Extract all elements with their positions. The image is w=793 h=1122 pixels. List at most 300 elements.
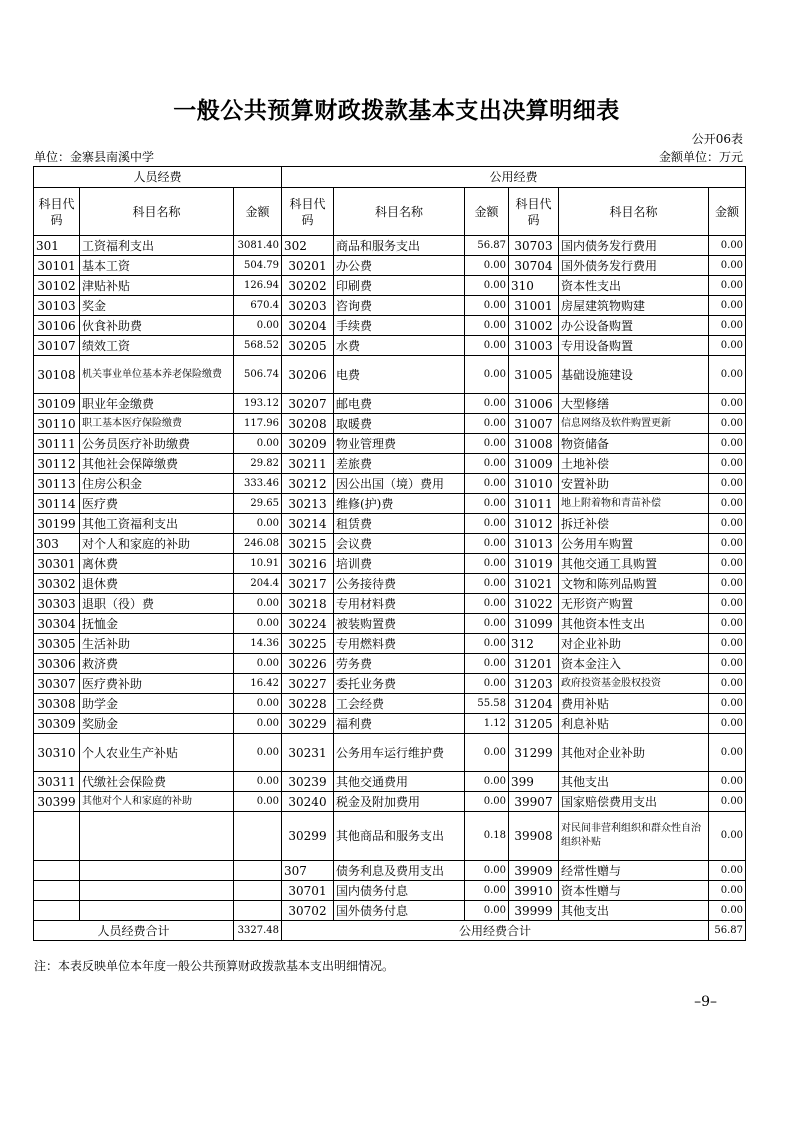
capital-amount-cell: 0.00 (709, 574, 746, 594)
capital-name-cell: 其他支出 (559, 901, 709, 921)
table-row (34, 714, 746, 734)
capital-name-cell: 经常性赠与 (559, 861, 709, 881)
public-amount-cell: 0.00 (465, 454, 509, 474)
col-header-name: 科目名称 (80, 188, 234, 236)
personnel-name-cell: 抚恤金 (80, 614, 234, 634)
capital-code-cell: 31002 (509, 316, 559, 336)
personnel-name-cell: 公务员医疗补助缴费 (80, 434, 234, 454)
table-row (34, 654, 746, 674)
capital-code-cell: 312 (509, 634, 559, 654)
table-row (34, 434, 746, 454)
public-name-cell: 咨询费 (334, 296, 465, 316)
capital-code-cell: 30704 (509, 256, 559, 276)
table-row (34, 594, 746, 614)
personnel-amount-cell (234, 881, 282, 901)
capital-amount-cell: 0.00 (709, 534, 746, 554)
personnel-amount-cell: 0.00 (234, 614, 282, 634)
capital-amount-cell: 0.00 (709, 792, 746, 812)
personnel-code-cell: 30110 (34, 414, 80, 434)
public-amount-cell: 0.00 (465, 901, 509, 921)
table-row (34, 772, 746, 792)
capital-code-cell: 31010 (509, 474, 559, 494)
col-header-name: 科目名称 (334, 188, 465, 236)
capital-code-cell: 39999 (509, 901, 559, 921)
personnel-name-cell: 助学金 (80, 694, 234, 714)
capital-name-cell: 公务用车购置 (559, 534, 709, 554)
public-amount-cell: 0.00 (465, 394, 509, 414)
public-name-cell: 差旅费 (334, 454, 465, 474)
table-row (34, 574, 746, 594)
public-name-cell: 电费 (334, 356, 465, 394)
capital-code-cell: 31003 (509, 336, 559, 356)
public-amount-cell: 0.00 (465, 861, 509, 881)
public-code-cell: 30207 (282, 394, 334, 414)
public-name-cell: 国外债务付息 (334, 901, 465, 921)
capital-amount-cell: 0.00 (709, 474, 746, 494)
capital-code-cell: 31299 (509, 734, 559, 772)
public-amount-cell: 0.18 (465, 812, 509, 861)
capital-code-cell: 31099 (509, 614, 559, 634)
expenditure-table (33, 166, 746, 941)
col-header-amount: 金额 (465, 188, 509, 236)
personnel-code-cell: 30305 (34, 634, 80, 654)
table-row (34, 276, 746, 296)
capital-name-cell: 资本金注入 (559, 654, 709, 674)
personnel-amount-cell: 29.82 (234, 454, 282, 474)
capital-name-cell: 费用补贴 (559, 694, 709, 714)
personnel-code-cell: 30311 (34, 772, 80, 792)
capital-name-cell: 利息补贴 (559, 714, 709, 734)
amount-unit: 金额单位：万元 (658, 150, 743, 164)
public-name-cell: 工会经费 (334, 694, 465, 714)
table-row (34, 634, 746, 654)
public-code-cell: 30218 (282, 594, 334, 614)
personnel-amount-cell: 14.36 (234, 634, 282, 654)
public-amount-cell: 0.00 (465, 336, 509, 356)
capital-code-cell: 31203 (509, 674, 559, 694)
capital-code-cell: 31009 (509, 454, 559, 474)
capital-amount-cell: 0.00 (709, 514, 746, 534)
public-name-cell: 其他交通费用 (334, 772, 465, 792)
capital-amount-cell: 0.00 (709, 714, 746, 734)
public-code-cell: 30206 (282, 356, 334, 394)
personnel-code-cell: 30199 (34, 514, 80, 534)
personnel-total-amount: 3327.48 (234, 921, 282, 941)
public-code-cell: 30208 (282, 414, 334, 434)
personnel-code-cell: 30310 (34, 734, 80, 772)
personnel-name-cell: 伙食补助费 (80, 316, 234, 336)
public-name-cell: 国内债务付息 (334, 881, 465, 901)
public-code-cell: 30239 (282, 772, 334, 792)
personnel-name-cell: 其他对个人和家庭的补助 (80, 792, 234, 812)
capital-name-cell: 拆迁补偿 (559, 514, 709, 534)
public-name-cell: 劳务费 (334, 654, 465, 674)
personnel-name-cell: 其他工资福利支出 (80, 514, 234, 534)
capital-name-cell: 其他对企业补助 (559, 734, 709, 772)
capital-amount-cell: 0.00 (709, 734, 746, 772)
public-name-cell: 因公出国（境）费用 (334, 474, 465, 494)
table-row (34, 296, 746, 316)
capital-amount-cell: 0.00 (709, 356, 746, 394)
capital-amount-cell: 0.00 (709, 901, 746, 921)
public-amount-cell: 0.00 (465, 554, 509, 574)
personnel-name-cell: 机关事业单位基本养老保险缴费 (80, 356, 234, 394)
personnel-code-cell: 30102 (34, 276, 80, 296)
public-code-cell: 30702 (282, 901, 334, 921)
header-row-groups (34, 167, 746, 188)
public-amount-cell: 0.00 (465, 674, 509, 694)
table-row (34, 336, 746, 356)
col-header-amount: 金额 (234, 188, 282, 236)
personnel-name-cell: 医疗费 (80, 494, 234, 514)
col-header-code: 科目代码 (509, 188, 559, 236)
personnel-amount-cell: 333.46 (234, 474, 282, 494)
table-row (34, 861, 746, 881)
capital-code-cell: 31205 (509, 714, 559, 734)
col-header-code: 科目代码 (282, 188, 334, 236)
table-row (34, 614, 746, 634)
personnel-code-cell: 30101 (34, 256, 80, 276)
public-name-cell: 培训费 (334, 554, 465, 574)
personnel-name-cell: 救济费 (80, 654, 234, 674)
personnel-name-cell (80, 901, 234, 921)
personnel-name-cell: 奖励金 (80, 714, 234, 734)
capital-amount-cell: 0.00 (709, 674, 746, 694)
capital-amount-cell: 0.00 (709, 256, 746, 276)
public-name-cell: 取暖费 (334, 414, 465, 434)
table-row (34, 901, 746, 921)
public-name-cell: 其他商品和服务支出 (334, 812, 465, 861)
col-header-amount: 金额 (709, 188, 746, 236)
public-name-cell: 办公费 (334, 256, 465, 276)
personnel-total-label: 人员经费合计 (34, 921, 234, 941)
capital-amount-cell: 0.00 (709, 414, 746, 434)
personnel-code-cell: 30307 (34, 674, 80, 694)
public-amount-cell: 0.00 (465, 654, 509, 674)
capital-amount-cell: 0.00 (709, 634, 746, 654)
personnel-code-cell: 301 (34, 236, 80, 256)
capital-amount-cell: 0.00 (709, 594, 746, 614)
capital-code-cell: 31005 (509, 356, 559, 394)
table-row (34, 256, 746, 276)
capital-name-cell: 土地补偿 (559, 454, 709, 474)
personnel-amount-cell: 246.08 (234, 534, 282, 554)
personnel-amount-cell: 16.42 (234, 674, 282, 694)
capital-name-cell: 物资储备 (559, 434, 709, 454)
personnel-amount-cell (234, 901, 282, 921)
public-amount-cell: 0.00 (465, 574, 509, 594)
public-amount-cell: 0.00 (465, 792, 509, 812)
page-title: 一般公共预算财政拨款基本支出决算明细表 (173, 97, 620, 124)
col-header-code: 科目代码 (34, 188, 80, 236)
public-amount-cell: 0.00 (465, 514, 509, 534)
capital-name-cell: 其他交通工具购置 (559, 554, 709, 574)
personnel-name-cell: 其他社会保障缴费 (80, 454, 234, 474)
public-name-cell: 邮电费 (334, 394, 465, 414)
personnel-name-cell (80, 881, 234, 901)
personnel-code-cell: 30302 (34, 574, 80, 594)
personnel-name-cell: 对个人和家庭的补助 (80, 534, 234, 554)
personnel-code-cell: 30112 (34, 454, 80, 474)
capital-code-cell: 31021 (509, 574, 559, 594)
personnel-code-cell: 30309 (34, 714, 80, 734)
capital-code-cell: 31022 (509, 594, 559, 614)
public-header: 公用经费 (282, 167, 746, 188)
capital-amount-cell: 0.00 (709, 861, 746, 881)
personnel-amount-cell: 568.52 (234, 336, 282, 356)
capital-amount-cell: 0.00 (709, 554, 746, 574)
public-code-cell: 30203 (282, 296, 334, 316)
public-code-cell: 30227 (282, 674, 334, 694)
personnel-code-cell: 30303 (34, 594, 80, 614)
capital-amount-cell: 0.00 (709, 772, 746, 792)
capital-name-cell: 对民间非营利组织和群众性自治组织补贴 (559, 812, 709, 861)
personnel-code-cell: 30106 (34, 316, 80, 336)
public-name-cell: 维修(护)费 (334, 494, 465, 514)
public-amount-cell: 0.00 (465, 296, 509, 316)
capital-amount-cell: 0.00 (709, 236, 746, 256)
personnel-amount-cell: 3081.40 (234, 236, 282, 256)
page-number: –9– (694, 994, 717, 1010)
capital-code-cell: 31011 (509, 494, 559, 514)
public-code-cell: 30205 (282, 336, 334, 356)
public-amount-cell: 0.00 (465, 494, 509, 514)
public-amount-cell: 0.00 (465, 881, 509, 901)
personnel-code-cell: 303 (34, 534, 80, 554)
public-code-cell: 302 (282, 236, 334, 256)
personnel-amount-cell: 0.00 (234, 694, 282, 714)
personnel-amount-cell: 504.79 (234, 256, 282, 276)
capital-amount-cell: 0.00 (709, 276, 746, 296)
personnel-code-cell: 30304 (34, 614, 80, 634)
personnel-code-cell: 30103 (34, 296, 80, 316)
personnel-name-cell: 代缴社会保险费 (80, 772, 234, 792)
capital-name-cell: 安置补助 (559, 474, 709, 494)
public-amount-cell: 55.58 (465, 694, 509, 714)
capital-amount-cell: 0.00 (709, 694, 746, 714)
public-code-cell: 30217 (282, 574, 334, 594)
personnel-amount-cell: 0.00 (234, 792, 282, 812)
personnel-code-cell (34, 901, 80, 921)
public-name-cell: 公务用车运行维护费 (334, 734, 465, 772)
capital-name-cell: 国内债务发行费用 (559, 236, 709, 256)
capital-amount-cell: 0.00 (709, 296, 746, 316)
public-name-cell: 专用燃料费 (334, 634, 465, 654)
public-code-cell: 30214 (282, 514, 334, 534)
personnel-header: 人员经费 (34, 167, 282, 188)
capital-amount-cell: 0.00 (709, 434, 746, 454)
capital-code-cell: 39910 (509, 881, 559, 901)
capital-code-cell: 31001 (509, 296, 559, 316)
capital-code-cell: 31201 (509, 654, 559, 674)
public-name-cell: 专用材料费 (334, 594, 465, 614)
public-code-cell: 30240 (282, 792, 334, 812)
table-row (34, 316, 746, 336)
table-row (34, 414, 746, 434)
capital-name-cell: 对企业补助 (559, 634, 709, 654)
capital-name-cell: 资本性赠与 (559, 881, 709, 901)
table-number: 公开06表 (691, 132, 743, 146)
public-code-cell: 30211 (282, 454, 334, 474)
personnel-name-cell: 生活补助 (80, 634, 234, 654)
capital-name-cell: 房屋建筑物购建 (559, 296, 709, 316)
public-code-cell: 30231 (282, 734, 334, 772)
public-amount-cell: 0.00 (465, 534, 509, 554)
table-row (34, 514, 746, 534)
public-amount-cell: 0.00 (465, 434, 509, 454)
public-amount-cell: 56.87 (465, 236, 509, 256)
table-row (34, 494, 746, 514)
capital-code-cell: 31019 (509, 554, 559, 574)
personnel-name-cell: 职工基本医疗保险缴费 (80, 414, 234, 434)
public-code-cell: 30224 (282, 614, 334, 634)
personnel-name-cell: 个人农业生产补贴 (80, 734, 234, 772)
capital-amount-cell: 0.00 (709, 394, 746, 414)
public-name-cell: 手续费 (334, 316, 465, 336)
personnel-amount-cell: 10.91 (234, 554, 282, 574)
personnel-amount-cell: 29.65 (234, 494, 282, 514)
personnel-code-cell: 30107 (34, 336, 80, 356)
public-name-cell: 债务利息及费用支出 (334, 861, 465, 881)
public-code-cell: 30229 (282, 714, 334, 734)
table-row (34, 792, 746, 812)
capital-code-cell: 39909 (509, 861, 559, 881)
table-row (34, 812, 746, 861)
personnel-amount-cell: 0.00 (234, 654, 282, 674)
capital-amount-cell: 0.00 (709, 654, 746, 674)
capital-amount-cell: 0.00 (709, 812, 746, 861)
capital-name-cell: 办公设备购置 (559, 316, 709, 336)
personnel-amount-cell: 0.00 (234, 772, 282, 792)
public-total-amount: 56.87 (709, 921, 746, 941)
public-name-cell: 福利费 (334, 714, 465, 734)
personnel-amount-cell: 0.00 (234, 316, 282, 336)
public-amount-cell: 0.00 (465, 414, 509, 434)
capital-name-cell: 文物和陈列品购置 (559, 574, 709, 594)
personnel-code-cell: 30399 (34, 792, 80, 812)
capital-amount-cell: 0.00 (709, 336, 746, 356)
capital-code-cell: 31006 (509, 394, 559, 414)
table-row (34, 454, 746, 474)
personnel-name-cell: 退职（役）费 (80, 594, 234, 614)
capital-name-cell: 政府投资基金股权投资 (559, 674, 709, 694)
personnel-amount-cell: 117.96 (234, 414, 282, 434)
capital-code-cell: 31012 (509, 514, 559, 534)
personnel-code-cell: 30113 (34, 474, 80, 494)
personnel-amount-cell: 0.00 (234, 734, 282, 772)
public-code-cell: 30226 (282, 654, 334, 674)
personnel-amount-cell: 204.4 (234, 574, 282, 594)
capital-code-cell: 31013 (509, 534, 559, 554)
capital-name-cell: 大型修缮 (559, 394, 709, 414)
capital-name-cell: 其他支出 (559, 772, 709, 792)
public-amount-cell: 0.00 (465, 356, 509, 394)
public-name-cell: 委托业务费 (334, 674, 465, 694)
personnel-amount-cell: 0.00 (234, 714, 282, 734)
personnel-amount-cell: 0.00 (234, 594, 282, 614)
public-code-cell: 30216 (282, 554, 334, 574)
capital-name-cell: 基础设施建设 (559, 356, 709, 394)
public-name-cell: 公务接待费 (334, 574, 465, 594)
personnel-name-cell: 离休费 (80, 554, 234, 574)
public-amount-cell: 0.00 (465, 474, 509, 494)
public-code-cell: 30701 (282, 881, 334, 901)
table-row (34, 554, 746, 574)
capital-name-cell: 国外债务发行费用 (559, 256, 709, 276)
public-name-cell: 水费 (334, 336, 465, 356)
footnote: 注：本表反映单位本年度一般公共预算财政拨款基本支出明细情况。 (34, 959, 395, 973)
capital-code-cell: 30703 (509, 236, 559, 256)
personnel-name-cell: 住房公积金 (80, 474, 234, 494)
capital-code-cell: 31204 (509, 694, 559, 714)
public-amount-cell: 0.00 (465, 316, 509, 336)
col-header-name: 科目名称 (559, 188, 709, 236)
personnel-code-cell: 30301 (34, 554, 80, 574)
public-name-cell: 印刷费 (334, 276, 465, 296)
personnel-amount-cell: 670.4 (234, 296, 282, 316)
public-code-cell: 30213 (282, 494, 334, 514)
public-code-cell: 30212 (282, 474, 334, 494)
capital-amount-cell: 0.00 (709, 316, 746, 336)
personnel-name-cell (80, 861, 234, 881)
public-name-cell: 税金及附加费用 (334, 792, 465, 812)
public-total-label: 公用经费合计 (282, 921, 709, 941)
personnel-amount-cell (234, 861, 282, 881)
personnel-name-cell: 津贴补贴 (80, 276, 234, 296)
personnel-code-cell (34, 812, 80, 861)
personnel-amount-cell: 506.74 (234, 356, 282, 394)
table-row (34, 881, 746, 901)
public-name-cell: 被装购置费 (334, 614, 465, 634)
public-code-cell: 30209 (282, 434, 334, 454)
reporting-unit: 单位：金寨县南溪中学 (34, 150, 155, 164)
table-row (34, 236, 746, 256)
personnel-code-cell: 30108 (34, 356, 80, 394)
capital-code-cell: 39907 (509, 792, 559, 812)
header-row-columns (34, 188, 746, 236)
capital-name-cell: 专用设备购置 (559, 336, 709, 356)
public-amount-cell: 0.00 (465, 614, 509, 634)
table-row (34, 474, 746, 494)
capital-code-cell: 31007 (509, 414, 559, 434)
totals-row (34, 921, 746, 941)
public-amount-cell: 0.00 (465, 734, 509, 772)
personnel-name-cell: 退休费 (80, 574, 234, 594)
personnel-code-cell (34, 861, 80, 881)
table-row (34, 674, 746, 694)
capital-code-cell: 31008 (509, 434, 559, 454)
personnel-amount-cell: 0.00 (234, 514, 282, 534)
public-name-cell: 租赁费 (334, 514, 465, 534)
table-row (34, 534, 746, 554)
capital-name-cell: 信息网络及软件购置更新 (559, 414, 709, 434)
public-code-cell: 30215 (282, 534, 334, 554)
public-code-cell: 307 (282, 861, 334, 881)
personnel-code-cell: 30111 (34, 434, 80, 454)
capital-code-cell: 310 (509, 276, 559, 296)
personnel-code-cell: 30306 (34, 654, 80, 674)
personnel-name-cell: 奖金 (80, 296, 234, 316)
public-code-cell: 30225 (282, 634, 334, 654)
capital-amount-cell: 0.00 (709, 494, 746, 514)
capital-name-cell: 无形资产购置 (559, 594, 709, 614)
personnel-name-cell: 绩效工资 (80, 336, 234, 356)
public-name-cell: 商品和服务支出 (334, 236, 465, 256)
personnel-code-cell (34, 881, 80, 901)
public-code-cell: 30201 (282, 256, 334, 276)
public-amount-cell: 0.00 (465, 594, 509, 614)
personnel-name-cell: 医疗费补助 (80, 674, 234, 694)
